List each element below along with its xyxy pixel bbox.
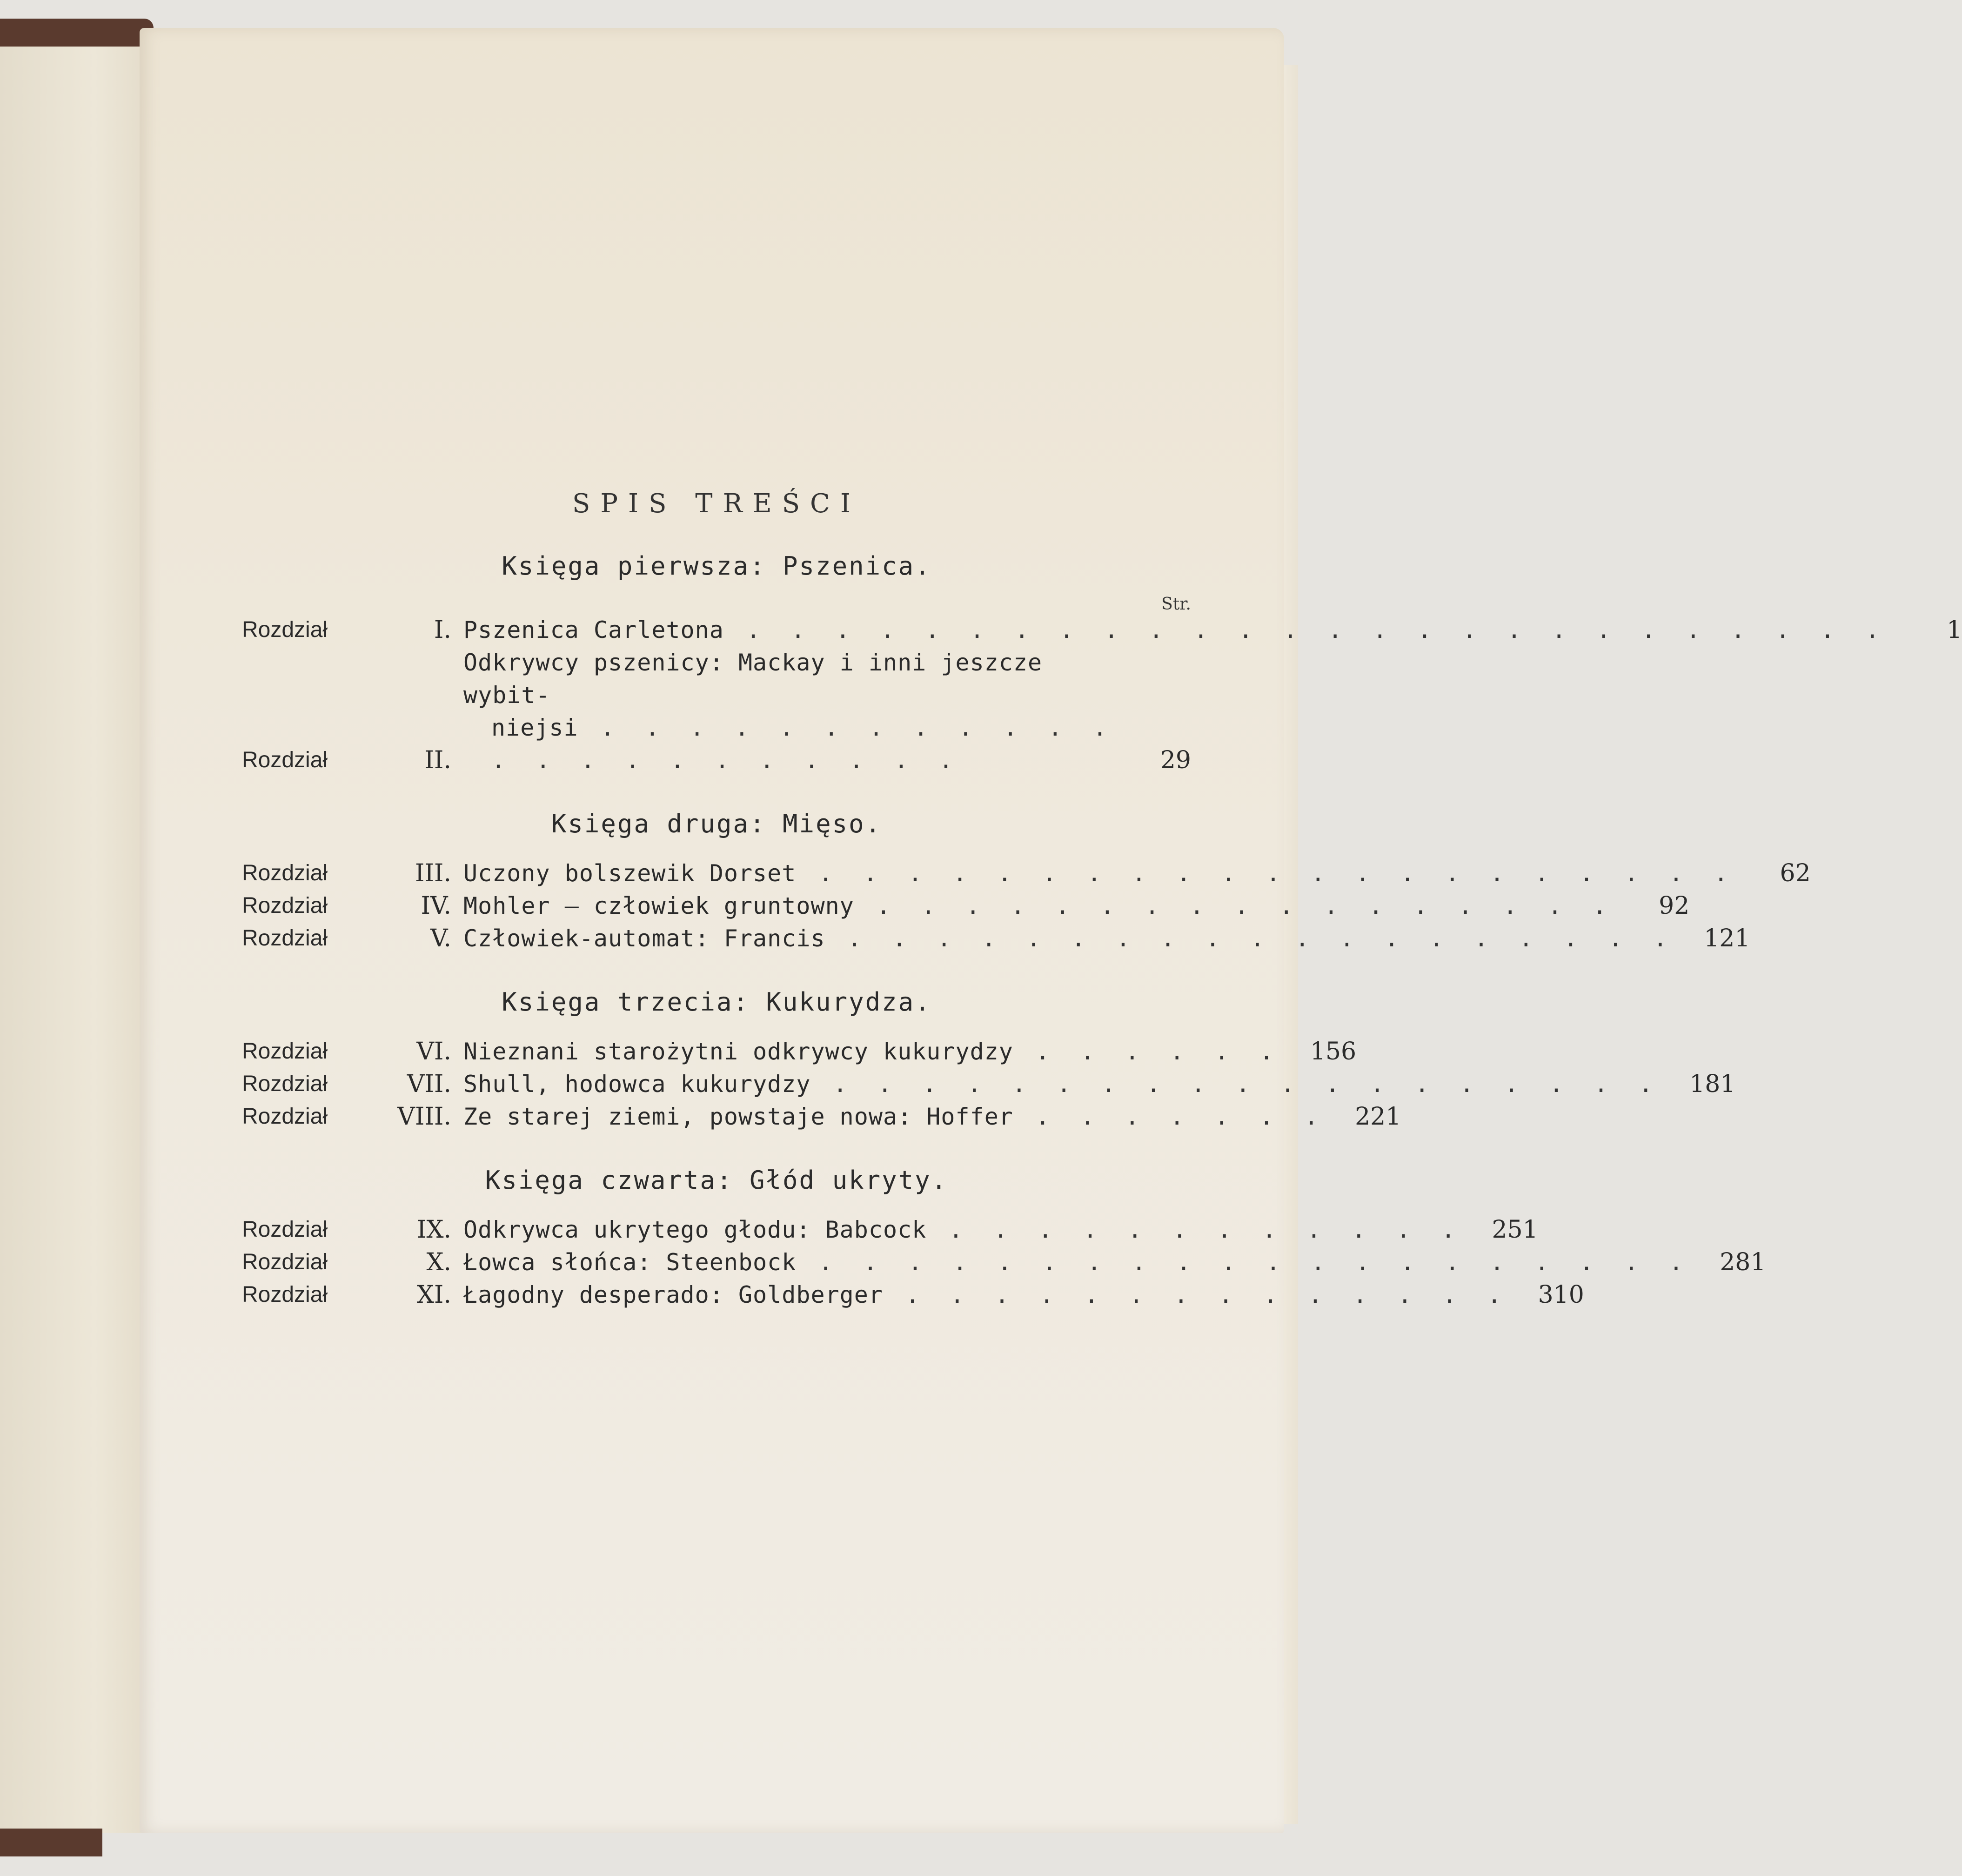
spine-cloth-bottom xyxy=(0,1829,102,1856)
chapter-title: Człowiek-automat: Francis . . . . . . . . . . . . . . . . . . . xyxy=(463,925,1676,952)
chapter-page: 121 xyxy=(1704,925,1750,952)
toc-entry xyxy=(242,890,1690,922)
chapter-label: Rozdział xyxy=(242,893,328,918)
chapter-title: Shull, hodowca kukurydzy . . . . . . . . . . . . . . . . . . . xyxy=(463,1071,1661,1098)
chapter-label: Rozdział xyxy=(242,1250,328,1274)
chapter-numeral: VII. xyxy=(407,1070,451,1098)
chapter-numeral: IV. xyxy=(421,892,451,920)
chapter-page: 221 xyxy=(1355,1103,1401,1131)
toc-title: SPIS TREŚCI xyxy=(572,489,861,519)
book-spine xyxy=(0,28,160,1833)
chapter-page: 181 xyxy=(1689,1070,1736,1098)
toc-entry xyxy=(242,1100,1401,1133)
chapter-title: Ze starej ziemi, powstaje nowa: Hoffer . . . . . . . xyxy=(463,1103,1327,1130)
spine-cloth-top xyxy=(0,19,154,47)
chapter-title: Odkrywca ukrytego głodu: Babcock . . . . . . . . . . . . xyxy=(463,1216,1464,1243)
table-of-contents xyxy=(242,461,1962,1311)
chapter-numeral: IX. xyxy=(416,1216,451,1244)
chapter-title: Nieznani starożytni odkrywcy kukurydzy . . . . . . xyxy=(463,1038,1282,1065)
chapter-title: Łowca słońca: Steenbock . . . . . . . . . . . . . . . . . . . . xyxy=(463,1249,1692,1276)
chapter-numeral: XI. xyxy=(416,1281,451,1309)
toc-entry xyxy=(242,857,1811,890)
toc-entry xyxy=(242,1035,1357,1068)
chapter-page: 281 xyxy=(1720,1248,1766,1276)
chapter-numeral: II. xyxy=(424,746,451,774)
chapter-label: Rozdział xyxy=(242,1104,328,1129)
chapter-numeral: VI. xyxy=(416,1038,451,1065)
chapter-title: Pszenica Carletona . . . . . . . . . . . . . . . . . . . . . . . . . . xyxy=(463,616,1888,643)
chapter-title: Łagodny desperado: Goldberger . . . . . . . . . . . . . . xyxy=(463,1281,1510,1308)
chapter-label: Rozdział xyxy=(242,1072,328,1096)
toc-entry xyxy=(242,1068,1736,1100)
chapter-label: Rozdział xyxy=(242,861,328,885)
page-column-label: Str. xyxy=(1161,595,1191,614)
toc-entry xyxy=(242,646,1191,777)
chapter-label: Rozdział xyxy=(242,926,328,951)
chapter-page: 62 xyxy=(1780,859,1811,887)
toc-entry xyxy=(242,1213,1538,1246)
toc-entry xyxy=(242,1279,1584,1311)
toc-entry xyxy=(242,922,1750,955)
chapter-page: 29 xyxy=(1160,746,1191,774)
toc-entry xyxy=(242,614,1962,646)
book-page xyxy=(140,28,1962,1833)
book-heading: Księga druga: Mięso. xyxy=(551,809,882,838)
chapter-page: 92 xyxy=(1659,892,1690,920)
book-heading: Księga trzecia: Kukurydza. xyxy=(502,987,931,1017)
book-heading: Księga pierwsza: Pszenica. xyxy=(502,551,931,581)
chapter-numeral: X. xyxy=(426,1248,451,1276)
chapter-title: Mohler — człowiek gruntowny . . . . . . . . . . . . . . . . . xyxy=(463,892,1615,919)
chapter-label: Rozdział xyxy=(242,1217,328,1242)
chapter-page: 1 xyxy=(1947,616,1962,644)
book-heading: Księga czwarta: Głód ukryty. xyxy=(485,1166,948,1195)
toc-entry xyxy=(242,1246,1766,1279)
chapter-label: Rozdział xyxy=(242,1282,328,1307)
chapter-title: Odkrywcy pszenicy: Mackay i inni jeszcze wybit- niejsi . . . . . . . . . . . . . . . . . . . . . . . xyxy=(463,649,1116,774)
chapter-label: Rozdział xyxy=(242,748,328,772)
chapter-label: Rozdział xyxy=(242,617,328,642)
chapter-numeral: V. xyxy=(430,925,451,952)
chapter-page: 310 xyxy=(1538,1281,1584,1309)
chapter-numeral: VIII. xyxy=(397,1103,451,1131)
chapter-page: 251 xyxy=(1492,1216,1538,1244)
chapter-title: Uczony bolszewik Dorset . . . . . . . . . . . . . . . . . . . . . xyxy=(463,860,1736,887)
chapter-page: 156 xyxy=(1310,1038,1357,1065)
chapter-numeral: III. xyxy=(415,859,451,887)
chapter-label: Rozdział xyxy=(242,1039,328,1064)
chapter-numeral: I. xyxy=(434,616,451,644)
